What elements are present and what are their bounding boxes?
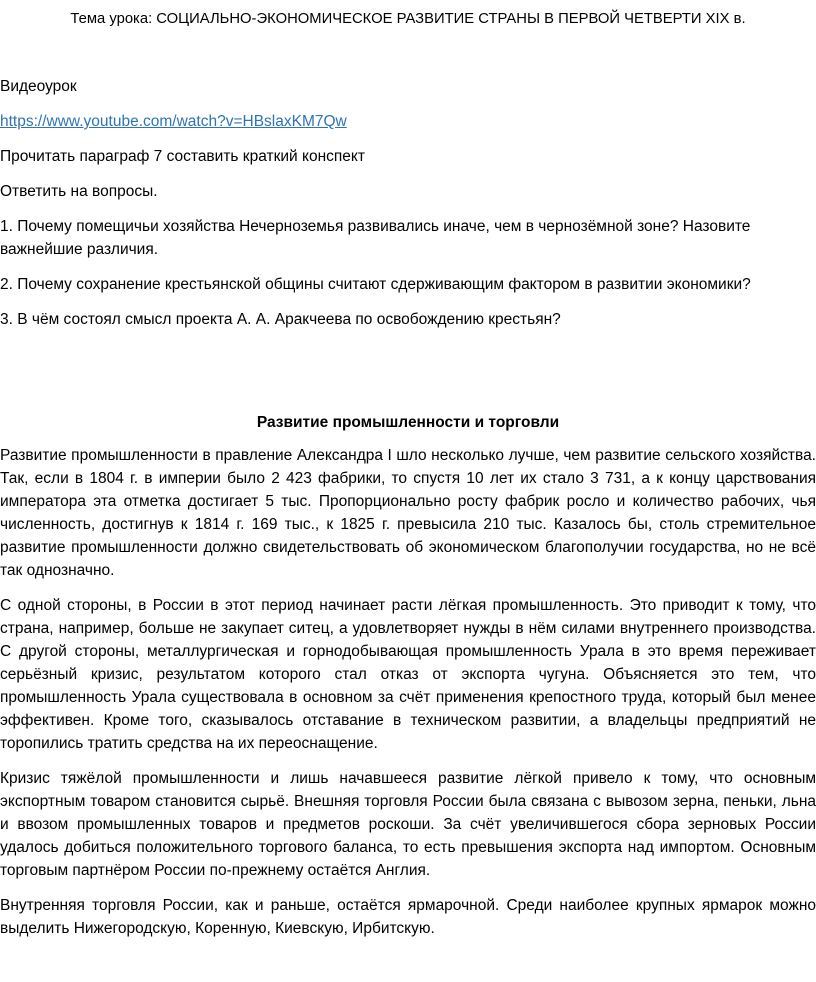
section-heading-industry-trade: Развитие промышленности и торговли (256, 414, 560, 431)
youtube-video-link[interactable]: https://www.youtube.com/watch?v=HBslaxKM7Qw (0, 113, 347, 130)
lesson-topic-title: Тема урока: СОЦИАЛЬНО-ЭКОНОМИЧЕСКОЕ РАЗВИТИЕ СТРАНЫ В ПЕРВОЙ ЧЕТВЕРТИ XIX в. (70, 11, 746, 27)
paragraph-light-vs-heavy-industry: С одной стороны, в России в этот период начинает расти лёгкая промышленность. Это приводит к тому, что страна, например, больше не закупает ситец, а удовлетворяет нужды в нём силами внутреннего производства. С другой стороны, металлургическая и горнодобывающая промышленность Урала в это время переживает серьёзный кризис, результатом которого стал отказ от экспорта чугуна. Объясняется это тем, что промышленность Урала существовала в основном за счёт применения крепостного труда, который был менее эффективен. Кроме того, сказывалось отставание в техническом развитии, а владельцы предприятий не торопились тратить средства на их переоснащение. (0, 597, 816, 752)
task-answer-questions: Ответить на вопросы. (0, 183, 158, 200)
video-link-row (0, 110, 816, 133)
paragraph-industry-growth: Развитие промышленности в правление Александра I шло несколько лучше, чем развитие сельского хозяйства. Так, если в 1804 г. в империи было 2 423 фабрики, то спустя 10 лет их стало 3 731, а к концу царствования императора эта отметка достигает 5 тыс. Пропорционально росту фабрик росло и количество рабочих, чья численность, достигнув к 1814 г. 169 тыс., к 1825 г. превысила 210 тыс. Казалось бы, столь стремительное развитие промышленности должно свидетельствовать об экономическом благополучии государства, но не всё так однозначно. (0, 447, 816, 579)
task-read-paragraph: Прочитать параграф 7 составить краткий конспект (0, 148, 365, 165)
paragraph-foreign-trade: Кризис тяжёлой промышленности и лишь начавшееся развитие лёгкой привело к тому, что основным экспортным товаром становится сырьё. Внешняя торговля России была связана с вывозом зерна, пеньки, льна и ввозом промышленных товаров и предметов роскоши. За счёт увеличившегося сбора зерновых России удалось добиться положительного торгового баланса, то есть превышения экспорта над импортом. Основным торговым партнёром России по-прежнему остаётся Англия. (0, 770, 816, 879)
question-1: 1. Почему помещичьи хозяйства Нечерноземья развивались иначе, чем в чернозёмной зоне? Назовите важнейшие различия. (0, 218, 751, 258)
question-2: 2. Почему сохранение крестьянской общины считают сдерживающим фактором в развитии экономики? (0, 276, 751, 293)
video-lesson-label: Видеоурок (0, 78, 77, 95)
question-3: 3. В чём состоял смысл проекта А. А. Аракчеева по освобождению крестьян? (0, 311, 561, 328)
paragraph-domestic-trade: Внутренняя торговля России, как и раньше, остаётся ярмарочной. Среди наиболее крупных ярмарок можно выделить Нижегородскую, Коренную, Киевскую, Ирбитскую. (0, 897, 816, 937)
